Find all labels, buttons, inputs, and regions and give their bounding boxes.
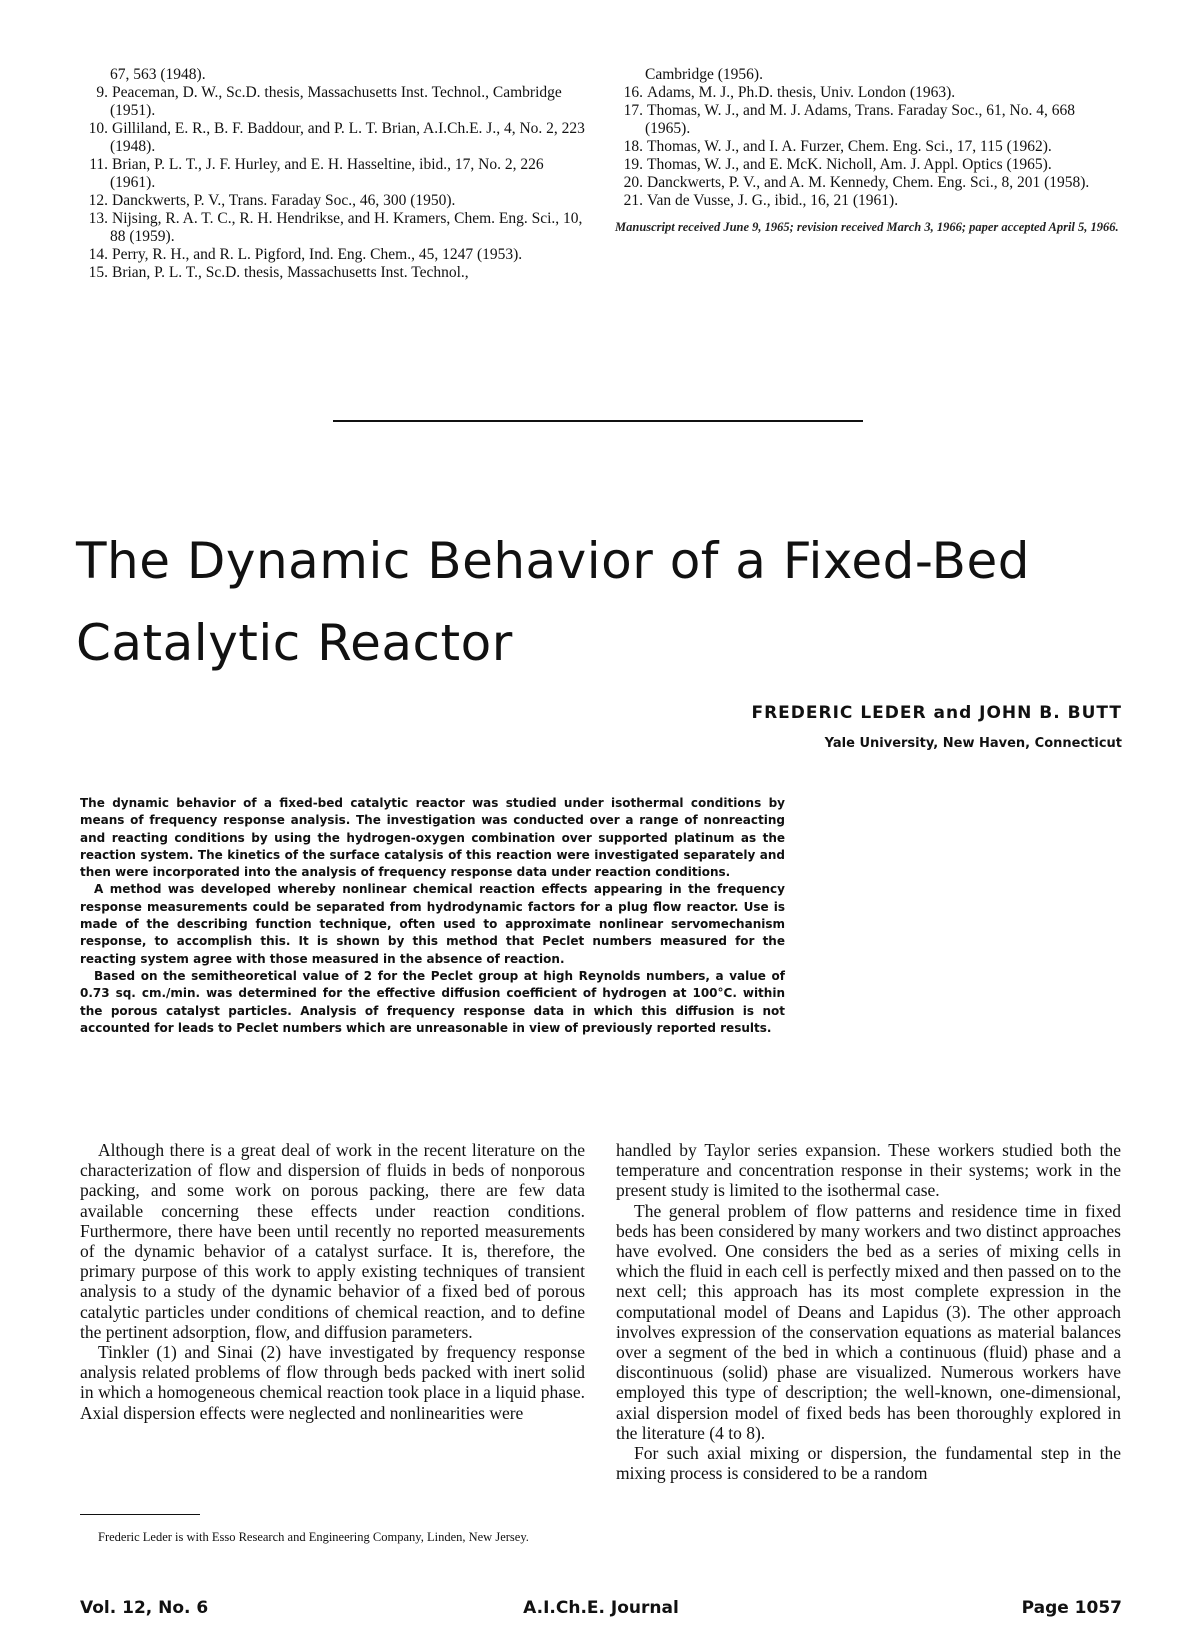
reference-item: 21. Van de Vusse, J. G., ibid., 16, 21 (1961).: [623, 192, 899, 209]
reference-item: 16. Adams, M. J., Ph.D. thesis, Univ. London (1963).: [623, 84, 956, 101]
title-line-2: Catalytic Reactor: [76, 614, 513, 672]
reference-item: 20. Danckwerts, P. V., and A. M. Kennedy, Chem. Eng. Sci., 8, 201 (1958).: [623, 174, 1090, 191]
reference-item: 9. Peaceman, D. W., Sc.D. thesis, Massachusetts Inst. Technol., Cambridge (1951).: [96, 84, 562, 119]
footer-page-number: Page 1057: [1021, 1598, 1122, 1618]
footer-journal: A.I.Ch.E. Journal: [523, 1598, 679, 1618]
authors: FREDERIC LEDER and JOHN B. BUTT: [751, 703, 1122, 723]
footer-volume: Vol. 12, No. 6: [80, 1598, 209, 1618]
reference-item: 67, 563 (1948).: [110, 66, 206, 83]
manuscript-note: Manuscript received June 9, 1965; revision received March 3, 1966; paper accepted April 5, 1966.: [615, 220, 1119, 234]
title-line-1: The Dynamic Behavior of a Fixed-Bed: [76, 532, 1030, 590]
paper-title: [76, 520, 1136, 684]
section-divider: [333, 420, 863, 422]
reference-item: 19. Thomas, W. J., and E. McK. Nicholl, Am. J. Appl. Optics (1965).: [623, 156, 1052, 173]
body-paragraph: The general problem of flow patterns and residence time in fixed beds has been considered by many workers and two distinct approaches have evolved. One considers the bed as a series of mixing cells in which the fluid in each cell is perfectly mixed and then passed on to the next cell; this approach has its most complete expression in the computational model of Deans and Lapidus (3). The other approach involves expression of the conservation equations as material balances over a segment of the bed in which a continuous (fluid) phase and a discontinuous (solid) phase are visualized. Numerous workers have employed this type of description; the well-known, one-dimensional, axial dispersion model of fixed beds has been thoroughly explored in the literature (4 to 8).: [616, 1200, 1121, 1443]
reference-item: 12. Danckwerts, P. V., Trans. Faraday Soc., 46, 300 (1950).: [88, 192, 456, 209]
body-paragraph: Tinkler (1) and Sinai (2) have investigated by frequency response analysis related problems of flow through beds packed with inert solid in which a homogeneous chemical reaction took place in a liquid phase. Axial dispersion effects were neglected and nonlinearities were: [80, 1342, 585, 1423]
page-footer: [80, 1598, 1122, 1622]
footnote: Frederic Leder is with Esso Research and Engineering Company, Linden, New Jersey.: [98, 1530, 529, 1544]
abstract-paragraph: Based on the semitheoretical value of 2 for the Peclet group at high Reynolds numbers, a value of 0.73 sq. cm./min. was determined for the effective diffusion coefficient of hydrogen at 100°C. within the porous catalyst particles. Analysis of frequency response data in which this diffusion is not accounted for leads to Peclet numbers which are unreasonable in view of previously reported results.: [80, 968, 785, 1035]
references-right-column: [615, 66, 1120, 247]
reference-item: 13. Nijsing, R. A. T. C., R. H. Hendrikse, and H. Kramers, Chem. Eng. Sci., 10, 88 (1959).: [88, 210, 583, 245]
body-paragraph: For such axial mixing or dispersion, the fundamental step in the mixing process is considered to be a random: [616, 1443, 1121, 1484]
reference-item: 14. Perry, R. H., and R. L. Pigford, Ind. Eng. Chem., 45, 1247 (1953).: [88, 246, 523, 263]
reference-item: 17. Thomas, W. J., and M. J. Adams, Trans. Faraday Soc., 61, No. 4, 668 (1965).: [623, 102, 1075, 137]
reference-item: Cambridge (1956).: [645, 66, 763, 83]
reference-item: 18. Thomas, W. J., and I. A. Furzer, Chem. Eng. Sci., 17, 115 (1962).: [623, 138, 1052, 155]
abstract-paragraph: A method was developed whereby nonlinear chemical reaction effects appearing in the frequency response measurements could be separated from hydrodynamic factors for a plug flow reactor. Use is made of the describing function technique, often used to approximate nonlinear servomechanism response, to accomplish this. It is shown by this method that Peclet numbers measured for the reacting system agree with those measured in the absence of reaction.: [80, 882, 785, 966]
body-left-column: [80, 1140, 585, 1423]
body-right-column: [616, 1140, 1121, 1483]
body-paragraph: Although there is a great deal of work in the recent literature on the characterization of flow and dispersion of fluids in beds of nonporous packing, and some work on porous packing, there are few data available concerning these effects under reaction conditions. Furthermore, there have been until recently no reported measurements of the dynamic behavior of a catalyst surface. It is, therefore, the primary purpose of this work to apply existing techniques of transient analysis to a study of the dynamic behavior of a fixed bed of porous catalytic particles under conditions of chemical reaction, and to define the pertinent adsorption, flow, and diffusion parameters.: [80, 1140, 585, 1342]
footnote-divider: [80, 1514, 200, 1515]
reference-item: 10. Gilliland, E. R., B. F. Baddour, and P. L. T. Brian, A.I.Ch.E. J., 4, No. 2, 223 (1948).: [88, 120, 585, 155]
abstract-paragraph: The dynamic behavior of a fixed-bed catalytic reactor was studied under isothermal conditions by means of frequency response analysis. The investigation was conducted over a range of nonreacting and reacting conditions by using the hydrogen-oxygen combination over supported platinum as the reaction system. The kinetics of the surface catalysis of this reaction were investigated separately and then were incorporated into the analysis of frequency response data under reaction conditions.: [80, 796, 785, 880]
reference-item: 15. Brian, P. L. T., Sc.D. thesis, Massachusetts Inst. Technol.,: [88, 264, 469, 281]
reference-item: 11. Brian, P. L. T., J. F. Hurley, and E. H. Hasseltine, ibid., 17, No. 2, 226 (1961).: [89, 156, 544, 191]
abstract: [80, 795, 785, 1037]
references-left-column: [80, 66, 590, 282]
affiliation: Yale University, New Haven, Connecticut: [824, 736, 1122, 751]
body-paragraph: handled by Taylor series expansion. These workers studied both the temperature and concentration response in their systems; work in the present study is limited to the isothermal case.: [616, 1140, 1121, 1201]
